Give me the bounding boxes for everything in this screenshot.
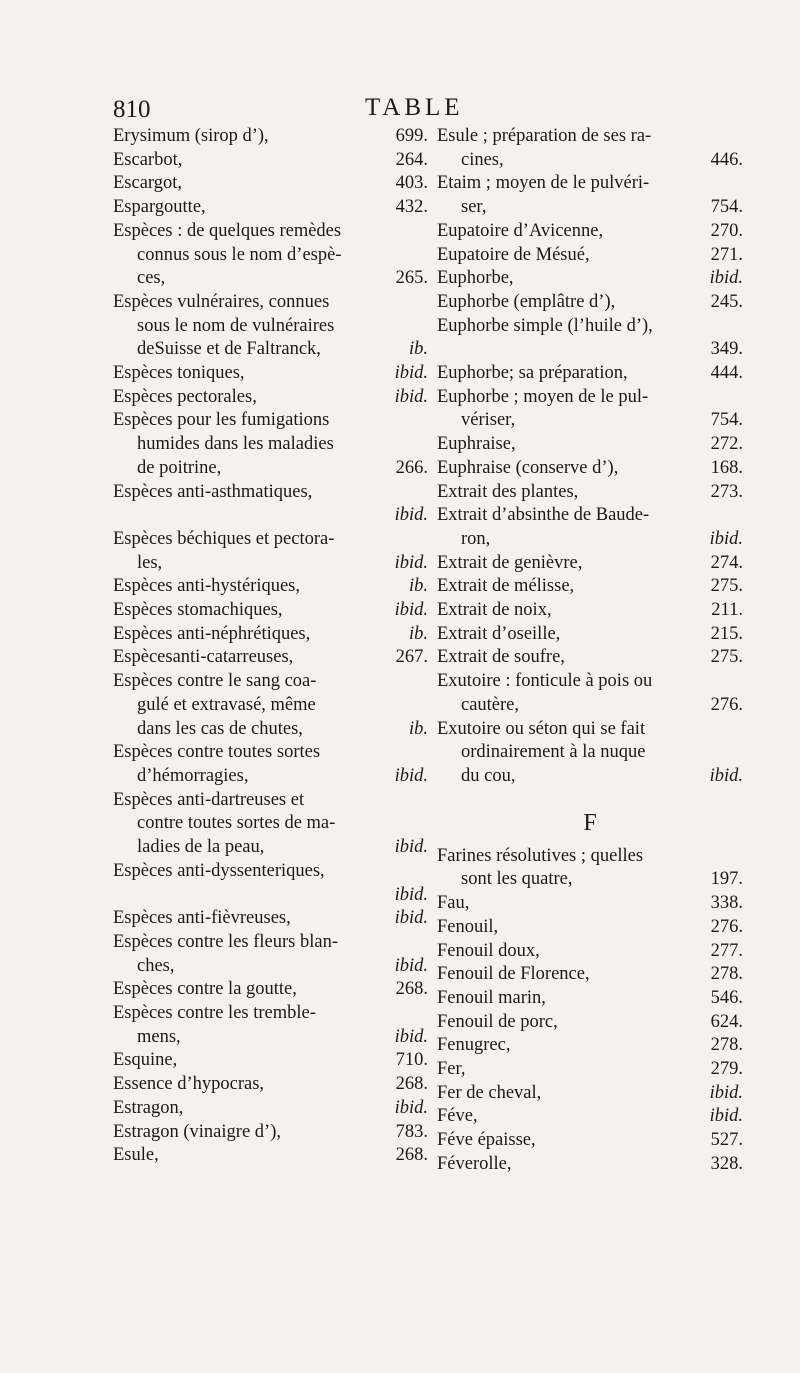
entry-text: sont les quatre, — [461, 869, 573, 890]
entry-text: Fenouil de Florence, — [437, 964, 590, 985]
entry-text: deSuisse et de Faltranck, — [137, 339, 321, 360]
index-entry — [113, 1049, 428, 1073]
index-entry — [113, 978, 428, 1002]
entry-text: Farines résolutives ; quelles — [437, 845, 644, 866]
entry-text: Erysimum (sirop d’), — [113, 126, 269, 146]
entry-text: les, — [137, 552, 163, 573]
entry-page-ref: 783. — [395, 1121, 428, 1142]
entry-page-ref: ibid. — [394, 386, 428, 407]
index-entry — [437, 362, 743, 386]
entry-page-ref: ibid. — [394, 884, 428, 905]
index-entry — [113, 172, 428, 196]
entry-page-ref: ibid. — [709, 765, 743, 786]
entry-page-ref: ibid. — [394, 552, 428, 573]
entry-page-ref: ibid. — [709, 1106, 743, 1127]
entry-page-ref: 268. — [395, 1145, 428, 1166]
index-entry — [113, 1002, 428, 1049]
index-entry — [437, 1034, 743, 1058]
entry-text: Espècesanti-catarreuses, — [113, 647, 294, 668]
index-entry — [113, 386, 428, 410]
entry-page-ref: ibid. — [394, 1097, 428, 1118]
index-entry — [113, 1097, 428, 1121]
entry-page-ref: ibid. — [394, 1026, 428, 1047]
entry-text: Fenugrec, — [437, 1035, 511, 1056]
entry-text: Extrait de mélisse, — [437, 576, 575, 597]
entry-text: Eupatoire de Mésué, — [437, 244, 590, 265]
index-entry — [437, 646, 743, 670]
entry-text: cautère, — [461, 694, 520, 715]
entry-page-ref: 432. — [395, 197, 428, 218]
entry-text: Euphorbe ; moyen de le pul- — [437, 386, 649, 407]
index-entry — [437, 291, 743, 315]
entry-page-ref: ibid. — [709, 1082, 743, 1103]
entry-page-ref: ibid. — [394, 837, 428, 858]
index-entry — [437, 386, 743, 433]
entry-text: Espèces vulnéraires, connues — [113, 291, 330, 312]
entry-text: Fau, — [437, 893, 470, 914]
entry-text: Espèces : de quelques remèdes — [113, 220, 342, 241]
entry-page-ref: ibid. — [709, 528, 743, 549]
entry-text: Euphorbe, — [437, 268, 514, 289]
entry-text: Espèces pectorales, — [113, 386, 257, 407]
entry-text: Estragon (vinaigre d’), — [113, 1121, 281, 1142]
entry-text: Fenouil doux, — [437, 940, 540, 961]
entry-text: dans les cas de chutes, — [137, 718, 303, 739]
entry-text: Etaim ; moyen de le pulvéri- — [437, 173, 650, 194]
entry-text: ces, — [137, 268, 166, 289]
entry-page-ref: 265. — [395, 268, 428, 289]
index-entry — [113, 931, 428, 978]
entry-text: Exutoire : fonticule à pois ou — [437, 671, 653, 692]
entry-text: Espèces toniques, — [113, 363, 245, 384]
index-entry — [113, 220, 428, 291]
index-entry — [437, 315, 743, 362]
index-entry — [113, 599, 428, 623]
entry-text: Euphraise (conserve d’), — [437, 457, 619, 478]
entry-text: du cou, — [461, 765, 516, 786]
entry-page-ref: 266. — [395, 457, 428, 478]
index-entry — [437, 670, 743, 717]
entry-text: Esule, — [113, 1145, 159, 1166]
entry-page-ref: 328. — [710, 1153, 743, 1174]
entry-page-ref: 268. — [395, 1074, 428, 1095]
entry-text: Espèces anti-dartreuses et — [113, 789, 305, 810]
entry-text: ron, — [461, 528, 491, 549]
entry-text: Espèces stomachiques, — [113, 600, 283, 621]
index-entry — [113, 1073, 428, 1097]
entry-text: connus sous le nom d’espè- — [137, 244, 342, 265]
entry-text: Fer, — [437, 1059, 466, 1080]
entry-page-ref: 446. — [710, 149, 743, 170]
entry-page-ref: 710. — [395, 1050, 428, 1071]
index-entry — [113, 741, 428, 788]
entry-text: Euphorbe; sa préparation, — [437, 363, 628, 384]
index-entry — [437, 892, 743, 916]
index-entry — [437, 1129, 743, 1153]
entry-text: vériser, — [461, 410, 516, 431]
entry-page-ref: 546. — [710, 987, 743, 1008]
entry-text: humides dans les maladies — [137, 434, 334, 455]
entry-text: Féve, — [437, 1106, 478, 1127]
entry-text: Fenouil marin, — [437, 987, 546, 1008]
index-entry — [437, 481, 743, 505]
entry-text: Espèces anti-hystériques, — [113, 576, 300, 597]
entry-text: Espèces anti-néphrétiques, — [113, 623, 311, 644]
index-entry — [437, 172, 743, 219]
entry-page-ref: 274. — [710, 552, 743, 573]
entry-page-ref: 197. — [710, 869, 743, 890]
entry-text: Extrait de soufre, — [437, 647, 565, 668]
entry-text: contre toutes sortes de ma- — [137, 813, 336, 834]
index-entry — [437, 987, 743, 1011]
entry-text: Espèces contre la goutte, — [113, 979, 297, 1000]
entry-page-ref: 272. — [710, 434, 743, 455]
entry-page-ref: 624. — [710, 1011, 743, 1032]
entry-page-ref: 271. — [710, 244, 743, 265]
index-entry — [113, 149, 428, 173]
index-entry — [113, 670, 428, 741]
index-entry — [437, 940, 743, 964]
entry-text: gulé et extravasé, même — [137, 694, 316, 715]
entry-page-ref: 278. — [710, 1035, 743, 1056]
entry-page-ref: 699. — [395, 126, 428, 146]
entry-page-ref: 278. — [710, 964, 743, 985]
entry-text: cines, — [461, 149, 504, 170]
entry-text: Escargot, — [113, 173, 183, 194]
entry-text: Féve épaisse, — [437, 1130, 536, 1151]
entry-text: mens, — [137, 1026, 181, 1047]
entry-page-ref: ibid. — [394, 955, 428, 976]
index-entry — [437, 963, 743, 987]
entry-page-ref: 264. — [395, 149, 428, 170]
entry-page-ref: 338. — [710, 893, 743, 914]
index-entry — [113, 1121, 428, 1145]
index-entry — [113, 481, 428, 528]
index-entry — [113, 907, 428, 931]
entry-text: Espèces contre les fleurs blan- — [113, 931, 338, 952]
index-entry — [437, 504, 743, 551]
entry-text — [113, 884, 428, 908]
entry-text: Espèces anti-asthmatiques, — [113, 481, 313, 502]
entry-text: Espèces pour les fumigations — [113, 410, 330, 431]
entry-text: Euphorbe simple (l’huile d’), — [437, 315, 653, 336]
running-title: TABLE — [365, 94, 464, 121]
index-entry — [437, 1011, 743, 1035]
index-section-e — [437, 125, 743, 789]
index-entry — [113, 362, 428, 386]
index-entry — [437, 599, 743, 623]
entry-page-ref: 211. — [711, 600, 743, 621]
entry-text: d’hémorragies, — [137, 765, 249, 786]
entry-text: Féverolle, — [437, 1153, 512, 1174]
entry-text: Esule ; préparation de ses ra- — [437, 126, 652, 146]
index-column-left — [113, 125, 428, 1168]
index-entry — [113, 860, 428, 907]
entry-page-ref: ibid. — [394, 600, 428, 621]
entry-text: Fenouil de porc, — [437, 1011, 558, 1032]
entry-page-ref: ibid. — [394, 363, 428, 384]
index-entry — [437, 267, 743, 291]
index-entry — [437, 1058, 743, 1082]
entry-page-ref: ibid. — [394, 505, 428, 526]
entry-page-ref: ib. — [408, 718, 428, 739]
index-entry — [113, 789, 428, 860]
index-entry — [437, 220, 743, 244]
index-section-f — [437, 845, 743, 1177]
entry-page-ref: ibid. — [709, 268, 743, 289]
index-entry — [437, 125, 743, 172]
entry-text: Espèces contre le sang coa- — [113, 671, 317, 692]
entry-page-ref: 276. — [710, 916, 743, 937]
index-entry — [437, 1082, 743, 1106]
index-entry — [437, 457, 743, 481]
entry-page-ref: ib. — [408, 339, 428, 360]
index-entry — [437, 718, 743, 789]
entry-text: Espèces anti-fièvreuses, — [113, 908, 291, 929]
index-entry — [437, 623, 743, 647]
index-entry — [113, 196, 428, 220]
entry-text — [113, 504, 428, 528]
entry-text: ches, — [137, 955, 175, 976]
entry-page-ref: ibid. — [394, 765, 428, 786]
entry-text: Euphorbe (emplâtre d’), — [437, 291, 616, 312]
entry-text: Exutoire ou séton qui se fait — [437, 718, 646, 739]
index-entry — [113, 125, 428, 149]
entry-text: Esquine, — [113, 1050, 178, 1071]
index-entry — [113, 623, 428, 647]
index-entry — [437, 916, 743, 940]
entry-text: Euphraise, — [437, 434, 516, 455]
entry-text: Espèces anti-dyssenteriques, — [113, 860, 325, 881]
index-entry — [113, 646, 428, 670]
entry-text: ordinairement à la nuque — [461, 742, 646, 763]
entry-page-ref: ib. — [408, 576, 428, 597]
entry-page-ref: 349. — [710, 339, 743, 360]
entry-text — [437, 338, 743, 362]
entry-page-ref: 279. — [710, 1059, 743, 1080]
entry-page-ref: 403. — [395, 173, 428, 194]
entry-text: Estragon, — [113, 1097, 184, 1118]
index-entry — [437, 244, 743, 268]
entry-page-ref: 276. — [710, 694, 743, 715]
entry-text: Espèces contre les tremble- — [113, 1003, 316, 1024]
entry-page-ref: 270. — [710, 220, 743, 241]
index-entry — [437, 1105, 743, 1129]
index-entry — [437, 552, 743, 576]
entry-text: ladies de la peau, — [137, 837, 265, 858]
entry-text: de poitrine, — [137, 457, 222, 478]
section-letter: F — [583, 809, 597, 836]
index-entry — [437, 433, 743, 457]
entry-text: Extrait des plantes, — [437, 481, 579, 502]
entry-text: Fer de cheval, — [437, 1082, 542, 1103]
entry-page-ref: 754. — [710, 197, 743, 218]
entry-page-ref: 527. — [710, 1130, 743, 1151]
entry-text: Eupatoire d’Avicenne, — [437, 220, 604, 241]
entry-page-ref: 215. — [710, 623, 743, 644]
page-number: 810 — [113, 96, 151, 123]
entry-page-ref: ib. — [408, 623, 428, 644]
entry-page-ref: ibid. — [394, 908, 428, 929]
index-entry — [437, 845, 743, 892]
entry-text: Extrait de genièvre, — [437, 552, 583, 573]
entry-text: Espèces contre toutes sortes — [113, 742, 321, 763]
entry-text: Espèces béchiques et pectora- — [113, 528, 335, 549]
index-column-right — [437, 125, 743, 1177]
entry-text: Extrait d’absinthe de Baude- — [437, 505, 650, 526]
entry-page-ref: 275. — [710, 647, 743, 668]
index-entry — [437, 1153, 743, 1177]
index-entry — [113, 291, 428, 362]
entry-page-ref: 267. — [395, 647, 428, 668]
entry-text: Fenouil, — [437, 916, 499, 937]
index-entry — [113, 528, 428, 575]
entry-page-ref: 268. — [395, 979, 428, 1000]
entry-text: ser, — [461, 197, 487, 218]
entry-page-ref: 168. — [710, 457, 743, 478]
entry-page-ref: 277. — [710, 940, 743, 961]
entry-text: Extrait de noix, — [437, 600, 552, 621]
index-entry — [113, 409, 428, 480]
entry-page-ref: 444. — [710, 363, 743, 384]
entry-text: Espargoutte, — [113, 197, 206, 218]
entry-page-ref: 275. — [710, 576, 743, 597]
entry-text: Escarbot, — [113, 149, 183, 170]
index-entry — [113, 575, 428, 599]
entry-page-ref: 273. — [710, 481, 743, 502]
index-entry — [437, 575, 743, 599]
entry-text: Extrait d’oseille, — [437, 623, 561, 644]
entry-text: sous le nom de vulnéraires — [137, 315, 335, 336]
index-entry — [113, 1144, 428, 1168]
entry-text: Essence d’hypocras, — [113, 1074, 265, 1095]
entry-page-ref: 754. — [710, 410, 743, 431]
entry-page-ref: 245. — [710, 291, 743, 312]
